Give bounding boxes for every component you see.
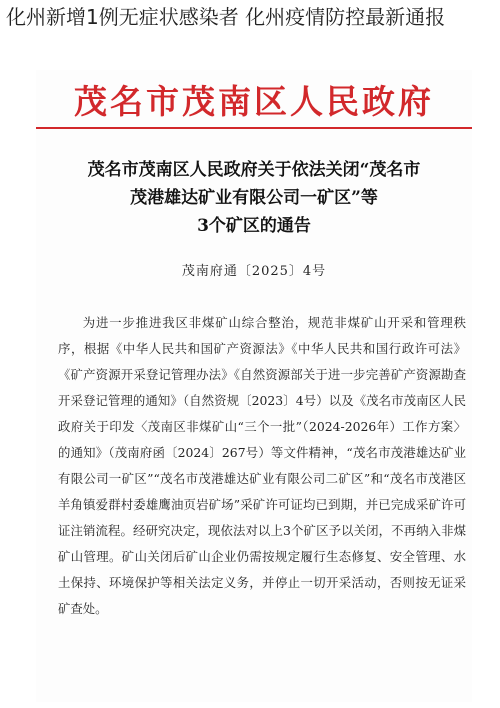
notice-title-line: 茂港雄达矿业有限公司一矿区”等 bbox=[130, 188, 378, 208]
notice-body-paragraph: 为进一步推进我区非煤矿山综合整治，规范非煤矿山开采和管理秩序，根据《中华人民共和国矿产资源法》《中华人民共和国行政许可法》《矿产资源开采登记管理办法》《自然资源部关于进一步完善矿产资源勘查开采登记管理的通知》（自然资规〔2023〕4号）以及《茂名市茂南区人民政府关于印发〈茂南区非煤矿山“三个一批”（2024-2026年）工作方案〉的通知》（茂南府函〔2024〕267号）等文件精神，“茂名市茂港雄达矿业有限公司一矿区”“茂名市茂港雄达矿业有限公司二矿区”和“茂名市茂港区羊角镇爱群村委雄鹰油页岩矿场”采矿许可证均已到期，并已完成采矿许可证注销流程。经研究决定，现依法对以上3个矿区予以关闭，不再纳入非煤矿山管理。矿山关闭后矿山企业仍需按规定履行生态修复、安全管理、水土保持、环境保护等相关法定义务，并停止一切开采活动，否则按无证采矿查处。 bbox=[58, 315, 466, 616]
official-notice-document bbox=[36, 70, 472, 702]
issuer-red-header: 茂名市茂南区人民政府 bbox=[74, 82, 434, 121]
article-headline: 化州新增1例无症状感染者 化州疫情防控最新通报 bbox=[6, 5, 446, 29]
red-divider-line bbox=[36, 127, 472, 129]
notice-title bbox=[46, 156, 462, 240]
document-number: 茂南府通〔2025〕4号 bbox=[181, 264, 327, 279]
notice-title-line: 3个矿区的通告 bbox=[197, 216, 311, 236]
notice-title-line: 茂名市茂南区人民政府关于依法关闭“茂名市 bbox=[87, 160, 421, 180]
